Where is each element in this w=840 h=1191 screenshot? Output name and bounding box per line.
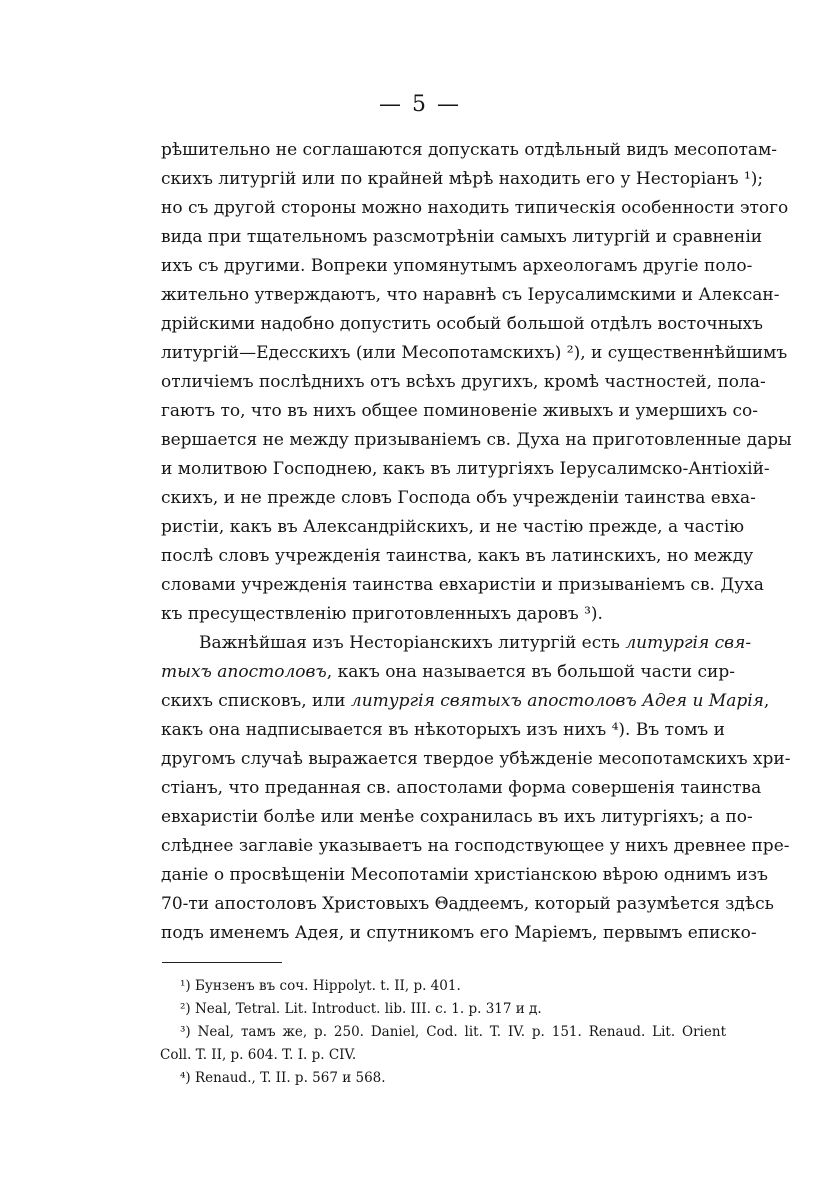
paragraph-start-line	[161, 629, 752, 658]
text-line: какъ она надписывается въ нѣкоторыхъ изъ нихъ ⁴). Въ томъ и	[161, 720, 725, 740]
text-line: рѣшительно не соглашаются допускать отдѣльный видъ месопотам-	[161, 140, 778, 160]
text-span: ,	[763, 691, 770, 711]
text-line: скихъ, и не прежде словъ Господа объ учрежденiи таинства евха-	[161, 488, 756, 508]
text-line: гаютъ то, что въ нихъ общее поминовенiе живыхъ и умершихъ со-	[161, 401, 759, 421]
text-line: отличiемъ послѣднихъ отъ всѣхъ другихъ, кромѣ частностей, пола-	[161, 372, 766, 392]
text-line: слѣднее заглавiе указываетъ на господствующее у нихъ древнее пре-	[161, 836, 790, 856]
text-line: вида при тщательномъ разсмотрѣнiи самыхъ литургiй и сравненiи	[161, 227, 763, 247]
footnotes	[160, 975, 726, 1090]
footnote-continuation: Coll. T. II, p. 604. T. I. p. CIV.	[160, 1047, 357, 1063]
footnote: ³) Neal, тамъ же, p. 250. Daniel, Cod. lit. T. IV. p. 151. Renaud. Lit. Orient	[180, 1024, 726, 1040]
text-span: , какъ она называется въ большой части сир-	[326, 662, 735, 682]
text-line: къ пресуществленiю приготовленныхъ даровъ ³).	[161, 604, 603, 624]
text-line	[161, 687, 770, 716]
text-line	[161, 658, 735, 687]
text-line: и молитвою Господнею, какъ въ литургiяхъ Iерусалимско-Антiохiй-	[161, 459, 770, 479]
footnote-divider	[162, 962, 282, 963]
text-line: ристiи, какъ въ Александрiйскихъ, и не частiю прежде, а частiю	[161, 517, 745, 537]
text-line: послѣ словъ учрежденiя таинства, какъ въ латинскихъ, но между	[161, 546, 754, 566]
text-line: скихъ литургiй или по крайней мѣрѣ находить его у Несторiанъ ¹);	[161, 169, 764, 189]
text-line: но съ другой стороны можно находить типическiя особенности этого	[161, 198, 789, 218]
text-line: дрiйскими надобно допустить особый большой отдѣлъ восточныхъ	[161, 314, 763, 334]
italic-title: литургiя свя-	[625, 633, 752, 653]
text-line: стiанъ, что преданная св. апостолами форма совершенiя таинства	[161, 778, 762, 798]
text-line: 70-ти апостоловъ Христовыхъ Θаддеемъ, который разумѣется здѣсь	[161, 894, 774, 914]
footnote: ⁴) Renaud., T. II. p. 567 и 568.	[180, 1070, 386, 1086]
main-text	[161, 136, 792, 948]
text-line: другомъ случаѣ выражается твердое убѣжденiе месопотамскихъ хри-	[161, 749, 791, 769]
text-span: скихъ списковъ, или	[161, 691, 351, 711]
text-line: евхаристiи болѣе или менѣе сохранилась въ ихъ литургiяхъ; а по-	[161, 807, 753, 827]
footnote: ²) Neal, Tetral. Lit. Introduct. lib. III. c. 1. p. 317 и д.	[180, 1001, 542, 1017]
text-line: подъ именемъ Адея, и спутникомъ его Марiемъ, первымъ еписко-	[161, 923, 757, 943]
italic-title: литургiя святыхъ апостоловъ Адея и Марiя	[350, 691, 764, 711]
text-line: вершается не между призыванiемъ св. Духа на приготовленные дары	[161, 430, 792, 450]
text-line: ихъ съ другими. Вопреки упомянутымъ археологамъ другiе поло-	[161, 256, 753, 276]
page-number: — 5 —	[379, 92, 461, 117]
text-line: данiе о просвѣщенiи Месопотамiи христiанскою вѣрою однимъ изъ	[161, 865, 768, 885]
footnote: ¹) Бунзенъ въ соч. Hippolyt. t. II, p. 401.	[180, 978, 461, 994]
italic-title: тыхъ апостоловъ	[161, 662, 327, 682]
text-line: жительно утверждаютъ, что наравнѣ съ Iерусалимскими и Алексан-	[161, 285, 780, 305]
text-span: Важнѣйшая изъ Несторiанскихъ литургiй есть	[199, 633, 626, 653]
text-line: словами учрежденiя таинства евхаристiи и призыванiемъ св. Духа	[161, 575, 764, 595]
text-line: литургiй—Едесскихъ (или Месопотамскихъ) ²), и существеннѣйшимъ	[161, 343, 788, 363]
